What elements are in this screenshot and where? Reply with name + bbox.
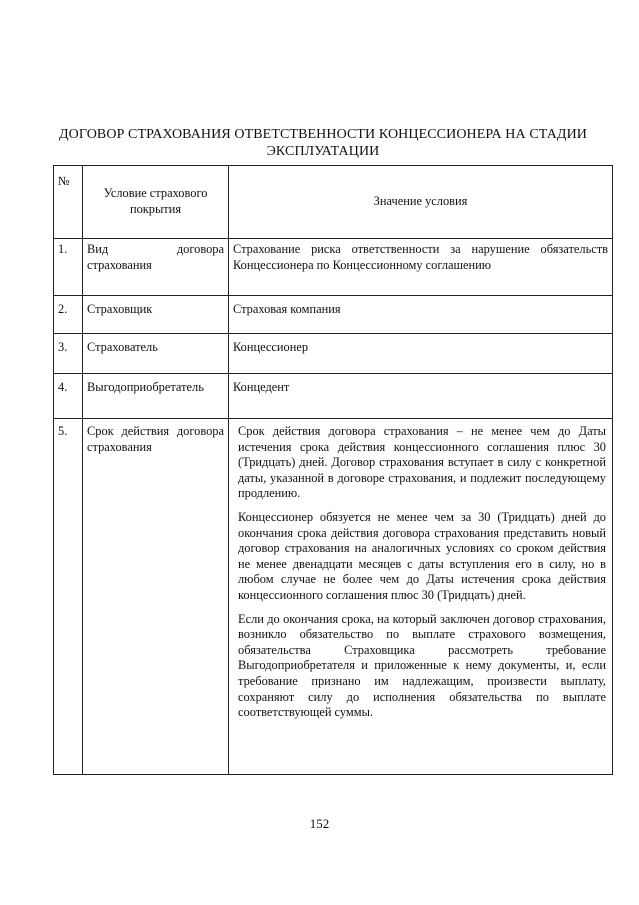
table-row — [54, 334, 613, 374]
value-paragraph: Если до окончания срока, на который заключен договор страхования, возникло обязательство по выплате страхового возмещения, обязательства Страховщика рассмотреть требование Выгодоприобретателя и приложенные к нему документы, и, если требование признано им надлежащим, произвести выплату, сохраняют силу до исполнения обязательства по выплате соответствующей суммы. — [238, 611, 606, 720]
document-title: ДОГОВОР СТРАХОВАНИЯ ОТВЕТСТВЕННОСТИ КОНЦЕССИОНЕРА НА СТАДИИ ЭКСПЛУАТАЦИИ — [59, 127, 587, 159]
row-condition: Страховщик — [83, 296, 229, 334]
row-value: Страховая компания — [229, 296, 613, 334]
header-value-cell: Значение условия — [229, 166, 613, 239]
row-number: 2. — [54, 296, 83, 334]
table-header-row — [54, 166, 613, 239]
row-value: Концессионер — [229, 334, 613, 374]
header-condition-cell: Условие страхового покрытия — [83, 166, 229, 239]
table-row — [54, 296, 613, 334]
value-paragraph: Срок действия договора страхования – не менее чем до Даты истечения срока действия концессионного соглашения плюс 30 (Тридцать) дней. Договор страхования вступает в силу с конкретной даты, указанной в договоре страхования, и подлежит последующему продлению. — [238, 424, 606, 501]
value-paragraph: Концессионер обязуется не менее чем за 30 (Тридцать) дней до окончания срока действия договора страхования представить новый договор страхования на аналогичных условиях со сроком действия не менее двенадцати месяцев с даты вступления его в силу, но в любом случае не более чем до Даты истечения срока действия концессионного соглашения плюс 30 (Тридцать) дней. — [238, 509, 606, 602]
row-value: Концедент — [229, 374, 613, 419]
row-value: Страхование риска ответственности за нарушение обязательств Концессионера по Концессионному соглашению — [229, 239, 613, 296]
row-number: 3. — [54, 334, 83, 374]
row-value — [229, 419, 613, 775]
row-number: 5. — [54, 419, 83, 775]
row-condition: Срок действия договора страхования — [83, 419, 229, 775]
table-row — [54, 374, 613, 419]
row-condition: Выгодоприобретатель — [83, 374, 229, 419]
insurance-terms-table — [53, 165, 613, 775]
table-row — [54, 419, 613, 775]
page-number: 152 — [309, 816, 330, 831]
row-number: 4. — [54, 374, 83, 419]
row-number: 1. — [54, 239, 83, 296]
row-condition: Вид договора страхования — [83, 239, 229, 296]
row-condition: Страхователь — [83, 334, 229, 374]
table-row — [54, 239, 613, 296]
header-number-cell: № — [54, 166, 83, 239]
